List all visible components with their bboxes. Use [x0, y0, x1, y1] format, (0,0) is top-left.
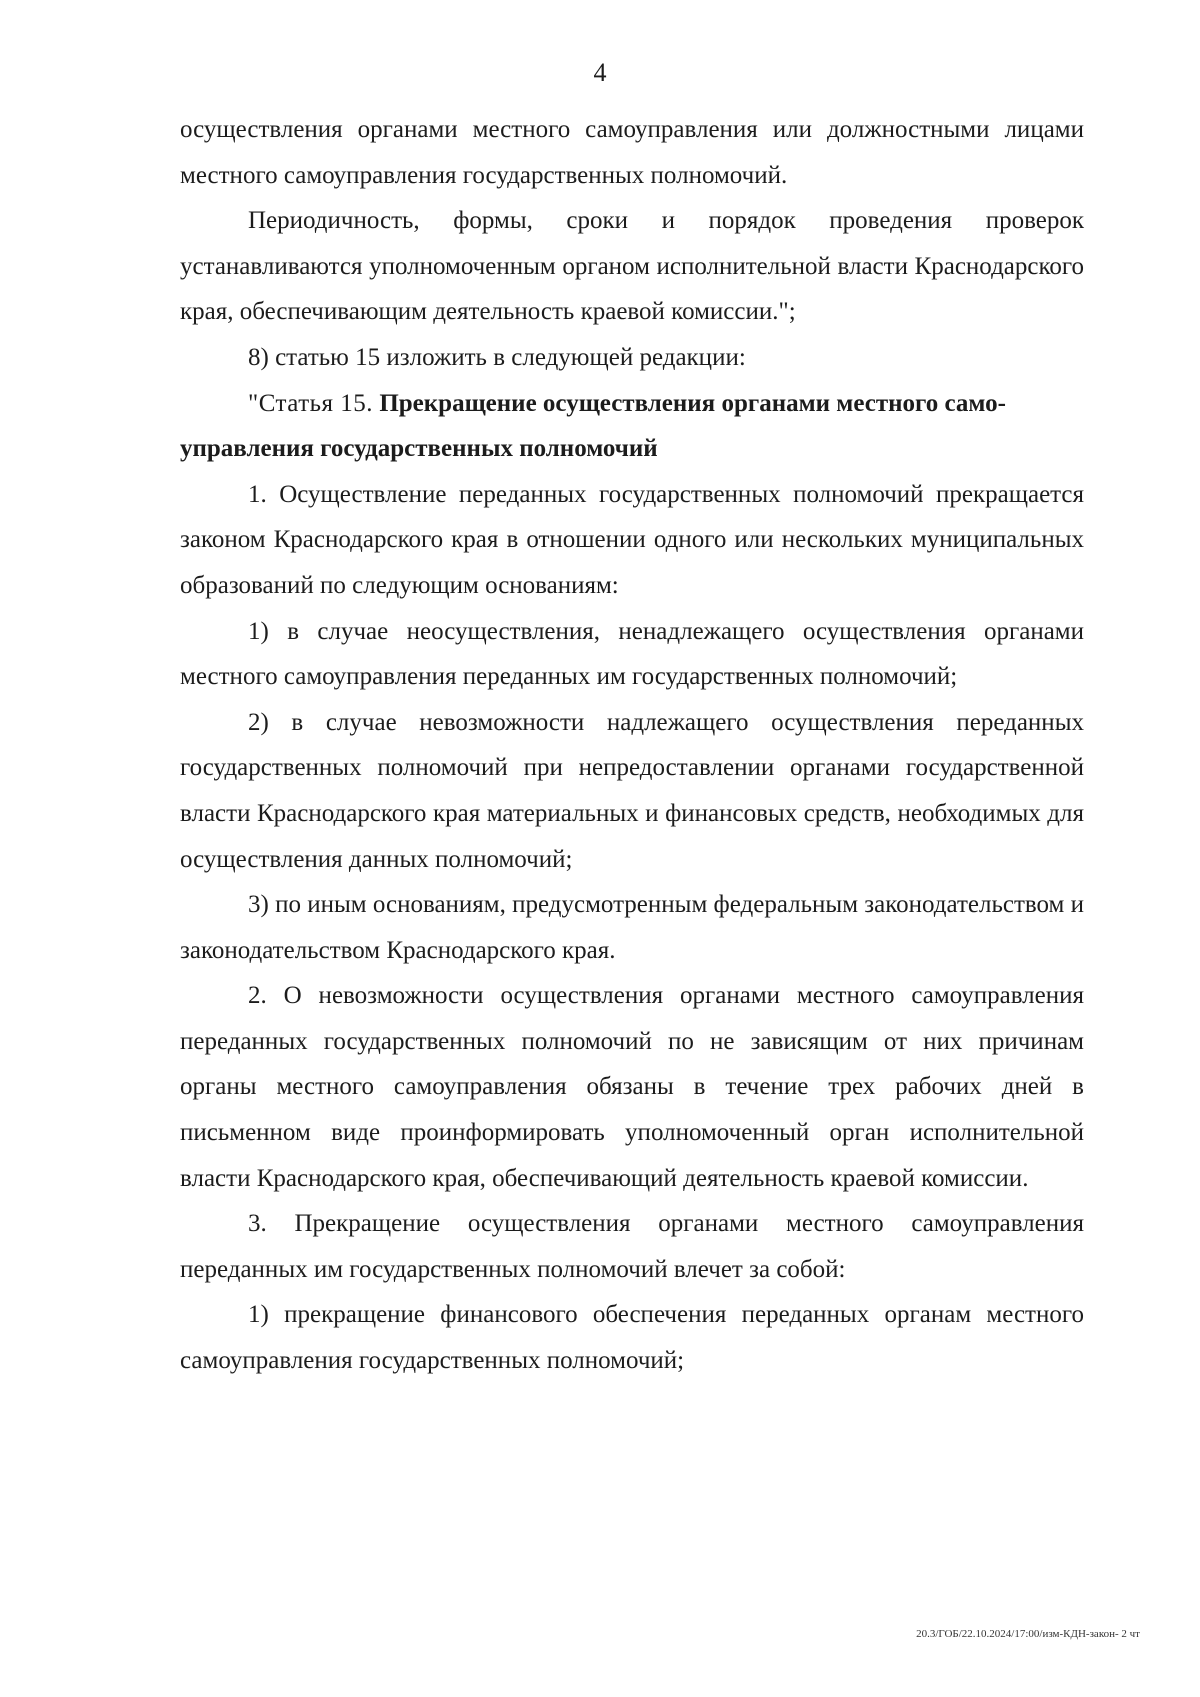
article-heading — [180, 381, 1084, 427]
paragraph-clause-1: 1. Осуществление переданных государственных полномочий прекращается законом Краснодарского края в отношении одного или нескольких муниципальных образований по следующим основаниям: — [180, 480, 1084, 599]
article-label: "Статья 15. — [248, 389, 374, 417]
paragraph-subclause-3: 3) по иным основаниям, предусмотренным федеральным законодательством и законодательством Краснодарского края. — [180, 891, 1084, 964]
footer-document-code: 20.3/ГОБ/22.10.2024/17:00/изм-КДН-закон- 2 чт — [916, 1628, 1140, 1640]
article-title-line-2: управления государственных полномочий — [180, 435, 658, 463]
paragraph-clause-3: 3. Прекращение осуществления органами местного самоуправления переданных им государственных полномочий влечет за собой: — [180, 1210, 1084, 1283]
paragraph-inspections: Периодичность, формы, сроки и порядок проведения проверок устанавливаются уполномоченным органом исполнительной власти Краснодарского края, обеспечивающим деятельность краевой комиссии."; — [180, 207, 1084, 326]
paragraph-continuation: осуществления органами местного самоуправления или должностными лицами местного самоуправления государственных полномочий. — [180, 116, 1084, 189]
page-number: 4 — [593, 58, 607, 87]
paragraph-clause-2: 2. О невозможности осуществления органами местного самоуправления переданных государственных полномочий по не зависящим от них причинам органы местного самоуправления обязаны в течение трех рабочих дней в письменном виде проинформировать уполномоченный орган исполнительной власти Краснодарского края, обеспечивающий деятельность краевой комиссии. — [180, 982, 1084, 1192]
paragraph-amendment-item-8: 8) статью 15 изложить в следующей редакции: — [248, 343, 746, 371]
paragraph-clause-3-subclause-1: 1) прекращение финансового обеспечения переданных органам местного самоуправления государственных полномочий; — [180, 1301, 1084, 1375]
article-title-line-1: Прекращение осуществления органами местного само- — [379, 389, 1006, 417]
document-body — [180, 107, 1084, 1384]
paragraph-subclause-1: 1) в случае неосуществления, ненадлежащего осуществления органами местного самоуправления переданных им государственных полномочий; — [180, 617, 1084, 691]
paragraph-subclause-2: 2) в случае невозможности надлежащего осуществления переданных государственных полномочий при непредоставлении органами государственной власти Краснодарского края материальных и финансовых средств, необходимых для осуществления данных полномочий; — [180, 708, 1084, 873]
